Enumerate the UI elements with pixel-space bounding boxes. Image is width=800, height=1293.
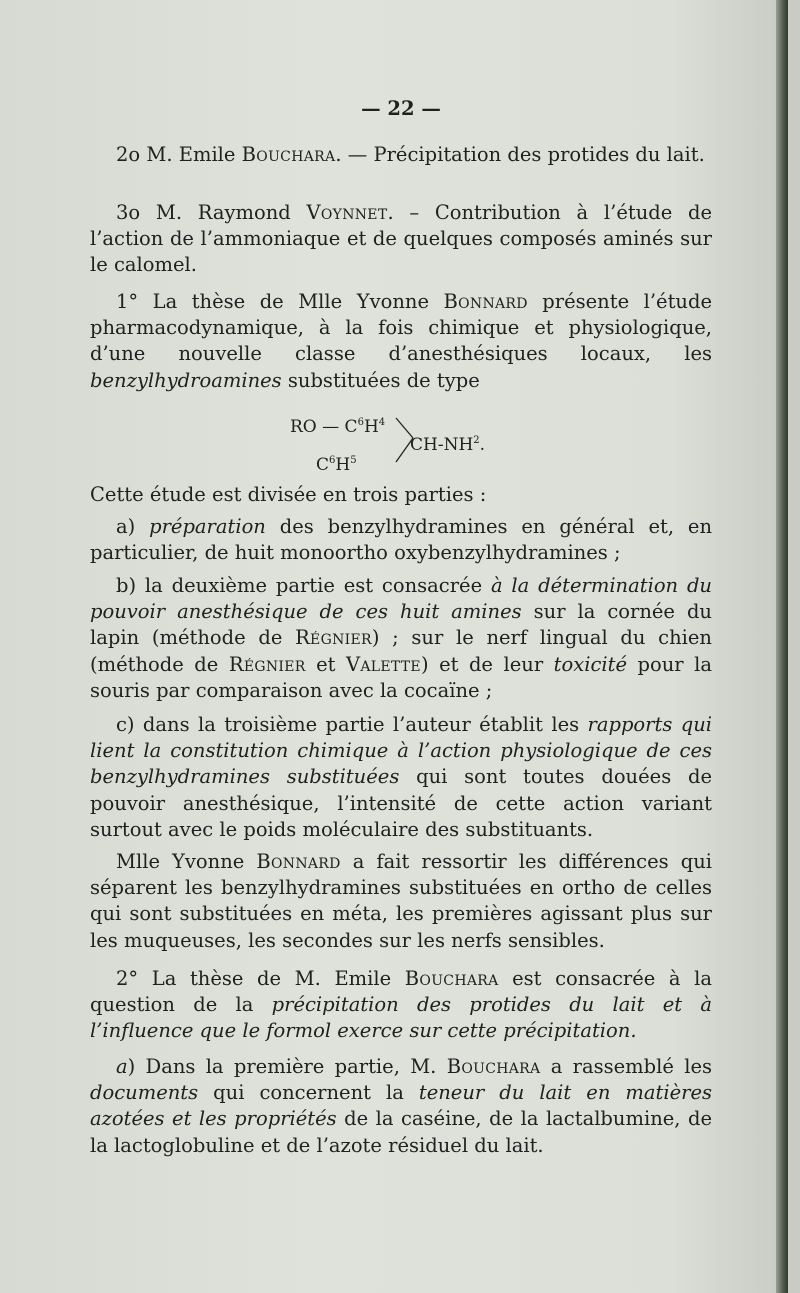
- paragraph-bonnard-intro: 1° La thèse de Mlle Yvonne Bonnard présente l’étude pharmacodynamique, à la fois chimique et physiologique, d’une nouvelle classe d’anesthésiques locaux, les benzylhydroamines substituées de type: [90, 290, 712, 392]
- paragraph-part-a: a) préparation des benzylhydramines en général et, en particulier, de huit monoortho oxybenzylhydramines ;: [90, 515, 713, 565]
- page-edge-shadow: [776, 0, 788, 1293]
- paragraph-bouchara-part-a: a) Dans la première partie, M. Bouchara a rassemblé les documents qui concernent la teneur du lait en matières azotées et les propriétés de la caséine, de la lactalbumine, de la lactoglobuline et de l’azote résiduel du lait.: [90, 1055, 712, 1157]
- formula-line-2: $C^6H^5$: [316, 455, 357, 475]
- list-item-voynnet: 3o M. Raymond Voynnet. – Contribution à l’étude de l’action de l’ammoniaque et de quelques composés aminés sur le calomel.: [90, 201, 713, 277]
- paragraph-part-b: b) la deuxième partie est consacrée à la détermination du pouvoir anesthésique de ces huit amines sur la cornée du lapin (méthode de Régnier) ; sur le nerf lingual du chien (méthode de Régnier et Valette) et de leur toxicité pour la souris par comparaison avec la cocaïne ;: [90, 574, 712, 702]
- page-number: — 22 —: [361, 97, 441, 120]
- paragraph-bonnard-conclusion: Mlle Yvonne Bonnard a fait ressortir les différences qui séparent les benzylhydramines substituées en ortho de celles qui sont substituées en méta, les premières agissant plus sur les muqueuses, les secondes sur les nerfs sensibles.: [90, 850, 712, 952]
- paragraph-bouchara-thesis: 2° La thèse de M. Emile Bouchara est consacrée à la question de la précipitation des protides du lait et à l’influence que le formol exerce sur cette précipitation.: [90, 967, 712, 1043]
- formula-line-1: RO — $C^6H^4$: [290, 417, 386, 437]
- paragraph-parts: Cette étude est divisée en trois parties :: [90, 483, 487, 506]
- list-item-bouchara: 2o M. Emile Bouchara. — Précipitation des protides du lait.: [116, 143, 705, 166]
- chemical-formula: [290, 410, 550, 476]
- formula-right: $CH-NH^2$.: [410, 435, 486, 455]
- paragraph-part-c: c) dans la troisième partie l’auteur établit les rapports qui lient la constitution chimique à l’action physiologique de ces benzylhydramines substituées qui sont toutes douées de pouvoir anesthésique, l’intensité de cette action variant surtout avec le poids moléculaire des substituants.: [90, 713, 712, 841]
